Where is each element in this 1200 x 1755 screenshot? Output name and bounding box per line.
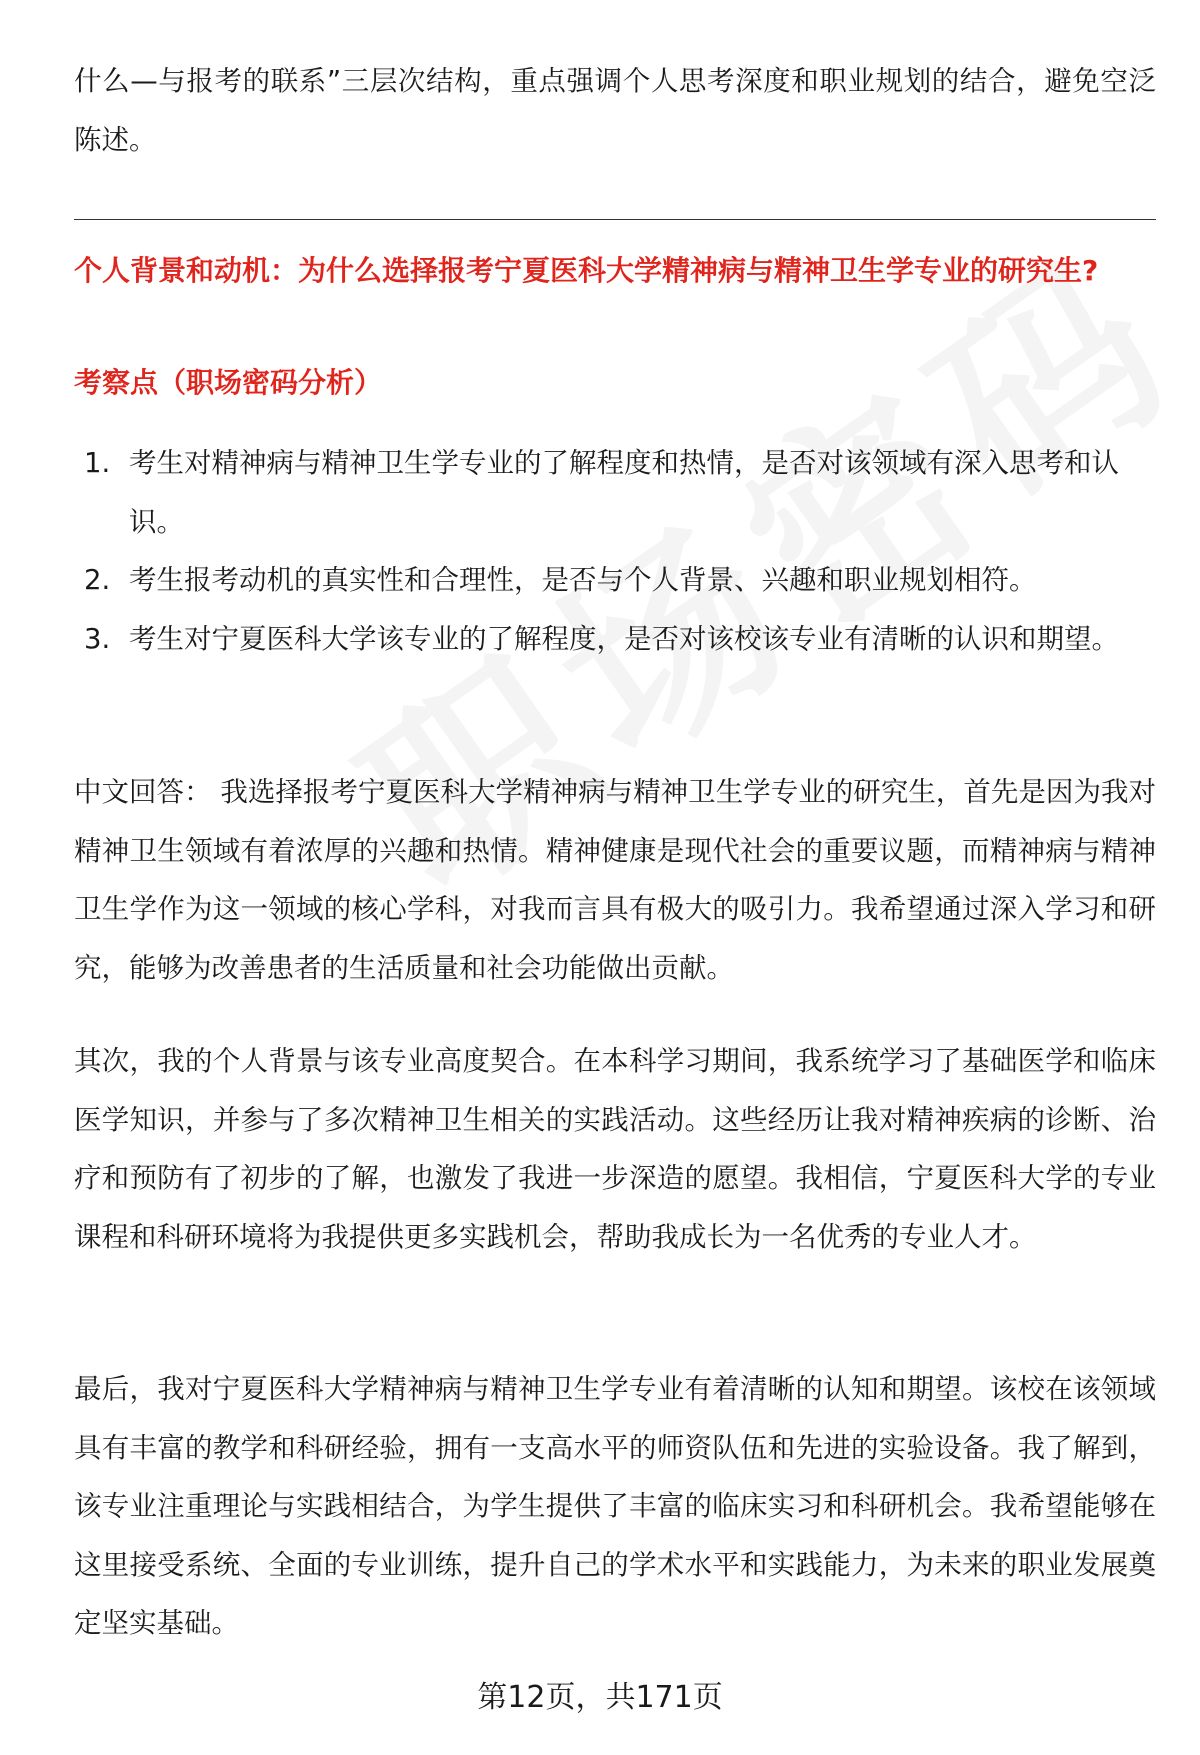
list-item-number: 3.	[84, 622, 111, 655]
list-item-text: 考生报考动机的真实性和合理性，是否与个人背景、兴趣和职业规划相符。	[129, 564, 1037, 596]
section-divider	[74, 219, 1156, 220]
question-heading: 个人背景和动机：为什么选择报考宁夏医科大学精神病与精神卫生学专业的研究生?	[74, 254, 1099, 287]
list-item-text: 考生对精神病与精神卫生学专业的了解程度和热情，是否对该领域有深入思考和认识。	[129, 447, 1119, 538]
intro-paragraph: 什么—与报考的联系”三层次结构，重点强调个人思考深度和职业规划的结合，避免空泛陈述。	[74, 65, 1156, 156]
list-item-text: 考生对宁夏医科大学该专业的了解程度，是否对该校该专业有清晰的认识和期望。	[129, 622, 1119, 655]
document-page	[74, 0, 1156, 1755]
assessment-points-list	[74, 434, 1156, 668]
answer-paragraph-2: 其次，我的个人背景与该专业高度契合。在本科学习期间，我系统学习了基础医学和临床医学知识，并参与了多次精神卫生相关的实践活动。这些经历让我对精神疾病的诊断、治疗和预防有了初步的了解，也激发了我进一步深造的愿望。我相信，宁夏医科大学的专业课程和科研环境将为我提供更多实践机会，帮助我成长为一名优秀的专业人才。	[74, 1045, 1156, 1253]
page-number-footer: 第12页，共171页	[477, 1680, 723, 1715]
assessment-subheading: 考察点（职场密码分析）	[74, 366, 383, 399]
list-item	[74, 551, 1156, 610]
list-item	[74, 610, 1156, 669]
list-item-number: 1.	[84, 447, 111, 479]
list-item	[74, 434, 1156, 551]
answer-paragraph-3: 最后，我对宁夏医科大学精神病与精神卫生学专业有着清晰的认知和期望。该校在该领域具有丰富的教学和科研经验，拥有一支高水平的师资队伍和先进的实验设备。我了解到，该专业注重理论与实践相结合，为学生提供了丰富的临床实习和科研机会。我希望能够在这里接受系统、全面的专业训练，提升自己的学术水平和实践能力，为未来的职业发展奠定坚实基础。	[74, 1373, 1156, 1639]
answer-paragraph-1: 中文回答： 我选择报考宁夏医科大学精神病与精神卫生学专业的研究生，首先是因为我对精神卫生领域有着浓厚的兴趣和热情。精神健康是现代社会的重要议题，而精神病与精神卫生学作为这一领域的核心学科，对我而言具有极大的吸引力。我希望通过深入学习和研究，能够为改善患者的生活质量和社会功能做出贡献。	[74, 776, 1156, 984]
list-item-number: 2.	[84, 564, 111, 596]
